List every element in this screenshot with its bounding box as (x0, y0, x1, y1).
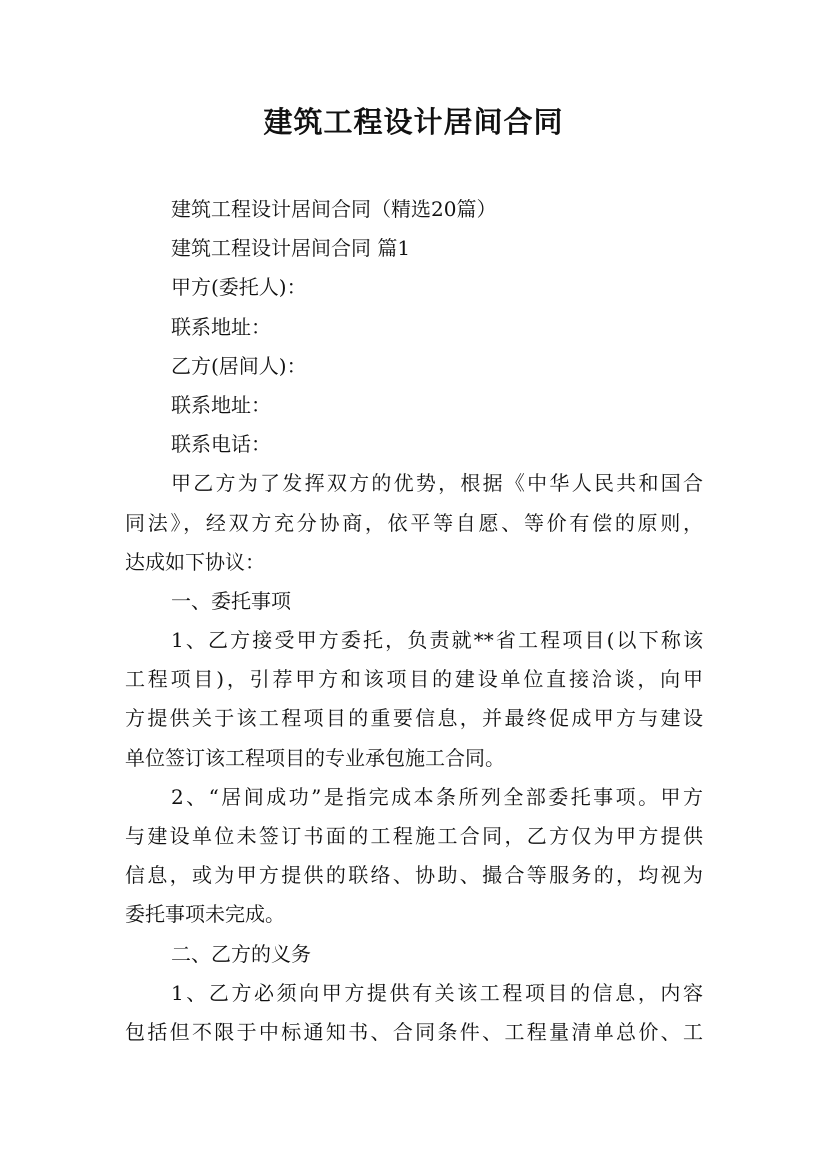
text-line: 单位签订该工程项目的专业承包施工合同。 (125, 745, 505, 770)
text-line: 信息，或为甲方提供的联络、协助、撮合等服务的，均视为 (125, 863, 703, 888)
text-line: 方提供关于该工程项目的重要信息，并最终促成甲方与建设 (125, 706, 703, 731)
text-line: 一、委托事项 (171, 588, 291, 613)
text-line: 同法》，经双方充分协商，依平等自愿、等价有偿的原则， (125, 510, 703, 535)
document-title: 建筑工程设计居间合同 (263, 105, 564, 139)
text-line: 联系电话： (171, 432, 271, 457)
text-line: 甲乙方为了发挥双方的优势，根据《中华人民共和国合 (171, 471, 703, 496)
text-line: 二、乙方的义务 (171, 941, 311, 966)
text-line: 联系地址： (171, 392, 271, 417)
text-line: 建筑工程设计居间合同（精选20篇） (171, 197, 497, 221)
text-line: 乙方(居间人)： (171, 353, 307, 378)
document-body (125, 190, 703, 1052)
text-line: 1、乙方必须向甲方提供有关该工程项目的信息，内容 (171, 980, 703, 1005)
text-line: 2、“居间成功”是指完成本条所列全部委托事项。甲方 (171, 784, 703, 809)
text-line: 委托事项未完成。 (125, 902, 285, 927)
text-line: 建筑工程设计居间合同 篇1 (171, 236, 411, 261)
text-line: 甲方(委托人)： (171, 275, 307, 300)
text-line: 工程项目)，引荐甲方和该项目的建设单位直接洽谈，向甲 (125, 667, 703, 692)
text-line: 联系地址： (171, 314, 271, 339)
text-line: 达成如下协议： (125, 549, 265, 574)
text-line: 1、乙方接受甲方委托，负责就**省工程项目(以下称该 (171, 628, 703, 653)
text-line: 与建设单位未签订书面的工程施工合同，乙方仅为甲方提供 (125, 824, 703, 848)
text-line: 包括但不限于中标通知书、合同条件、工程量清单总价、工 (125, 1019, 703, 1044)
